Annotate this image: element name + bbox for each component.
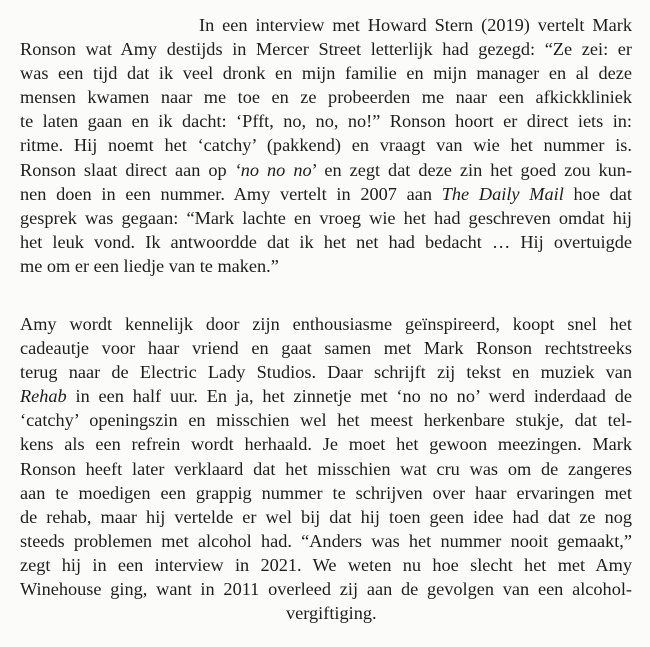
text-line: het leuk vond. Ik antwoordde dat ik het net had bedacht … Hij overtuigde	[20, 231, 632, 252]
italic-quote-open: ‘	[234, 159, 241, 180]
text-segment: hoe dat	[563, 183, 632, 204]
text-line: mensen kwamen naar me toe en ze probeerden me naar een afkickkliniek	[20, 87, 632, 108]
text-line: kens als een refrein wordt herhaald. Je moet het gewoon meezingen. Mark	[20, 434, 632, 455]
text-line: gesprek was gegaan: “Mark lachte en vroeg wie het had geschreven omdat hij	[20, 207, 632, 228]
text-line: Amy wordt kennelijk door zijn enthousiasme geïnspireerd, koopt snel het	[20, 314, 632, 334]
text-line: Winehouse ging, want in 2011 overleed zij aan de gevolgen van een alcohol-	[20, 579, 632, 600]
text-line: ‘catchy’ openingszin en misschien wel het meest herkenbare stukje, dat tel-	[20, 410, 632, 431]
text-line: ritme. Hij noemt het ‘catchy’ (pakkend) en vraagt van wie het nummer is.	[20, 135, 632, 156]
text-segment: in een half uur. En ja, het zinnetje met ‘no no no’ werd inderdaad de	[66, 386, 632, 407]
italic-title: The Daily Mail	[441, 183, 564, 204]
text-line: In een interview met Howard Stern (2019) vertelt Mark	[199, 15, 632, 35]
text-line: was een tijd dat ik veel dronk en mijn familie en mijn manager en al deze	[20, 63, 632, 84]
text-segment: ’ en zegt dat deze zin het goed zou kun-	[311, 159, 632, 180]
text-line: zegt hij in een interview in 2021. We weten nu hoe slecht het met Amy	[20, 554, 632, 575]
text-line	[20, 384, 632, 408]
text-line: vergiftiging.	[286, 603, 377, 624]
text-line: de rehab, maar hij vertelde er wel bij dat hij toen geen idee had dat ze nog	[20, 506, 632, 527]
text-line: te laten gaan en ik dacht: ‘Pfft, no, no, no!” Ronson hoort er direct iets in:	[20, 111, 632, 132]
text-line: Ronson heeft later verklaard dat het misschien wat cru was om de zangeres	[20, 458, 632, 479]
text-segment: Ronson slaat direct aan op	[20, 159, 235, 180]
text-line: me om er een liedje van te maken.”	[20, 255, 279, 276]
italic-title: Rehab	[20, 386, 67, 407]
text-line	[20, 182, 632, 206]
text-line: Ronson wat Amy destijds in Mercer Street letterlijk had gezegd: “Ze zei: er	[20, 39, 632, 60]
paragraph-1	[20, 13, 632, 278]
text-line: terug naar de Electric Lady Studios. Daar schrijft zij tekst en muziek van	[20, 362, 632, 383]
paragraph-2	[20, 312, 632, 625]
text-segment: nen doen in een nummer. Amy vertelt in 2007 aan	[20, 183, 442, 204]
italic-phrase: no no no	[240, 159, 312, 180]
text-line: steeds problemen met alcohol had. “Anders was het nummer nooit gemaakt,”	[20, 530, 632, 551]
text-line	[20, 158, 632, 182]
text-line: cadeautje voor haar vriend en gaat samen met Mark Ronson rechtstreeks	[20, 338, 632, 359]
text-line: aan te moedigen een grappig nummer te schrijven over haar ervaringen met	[20, 482, 632, 503]
